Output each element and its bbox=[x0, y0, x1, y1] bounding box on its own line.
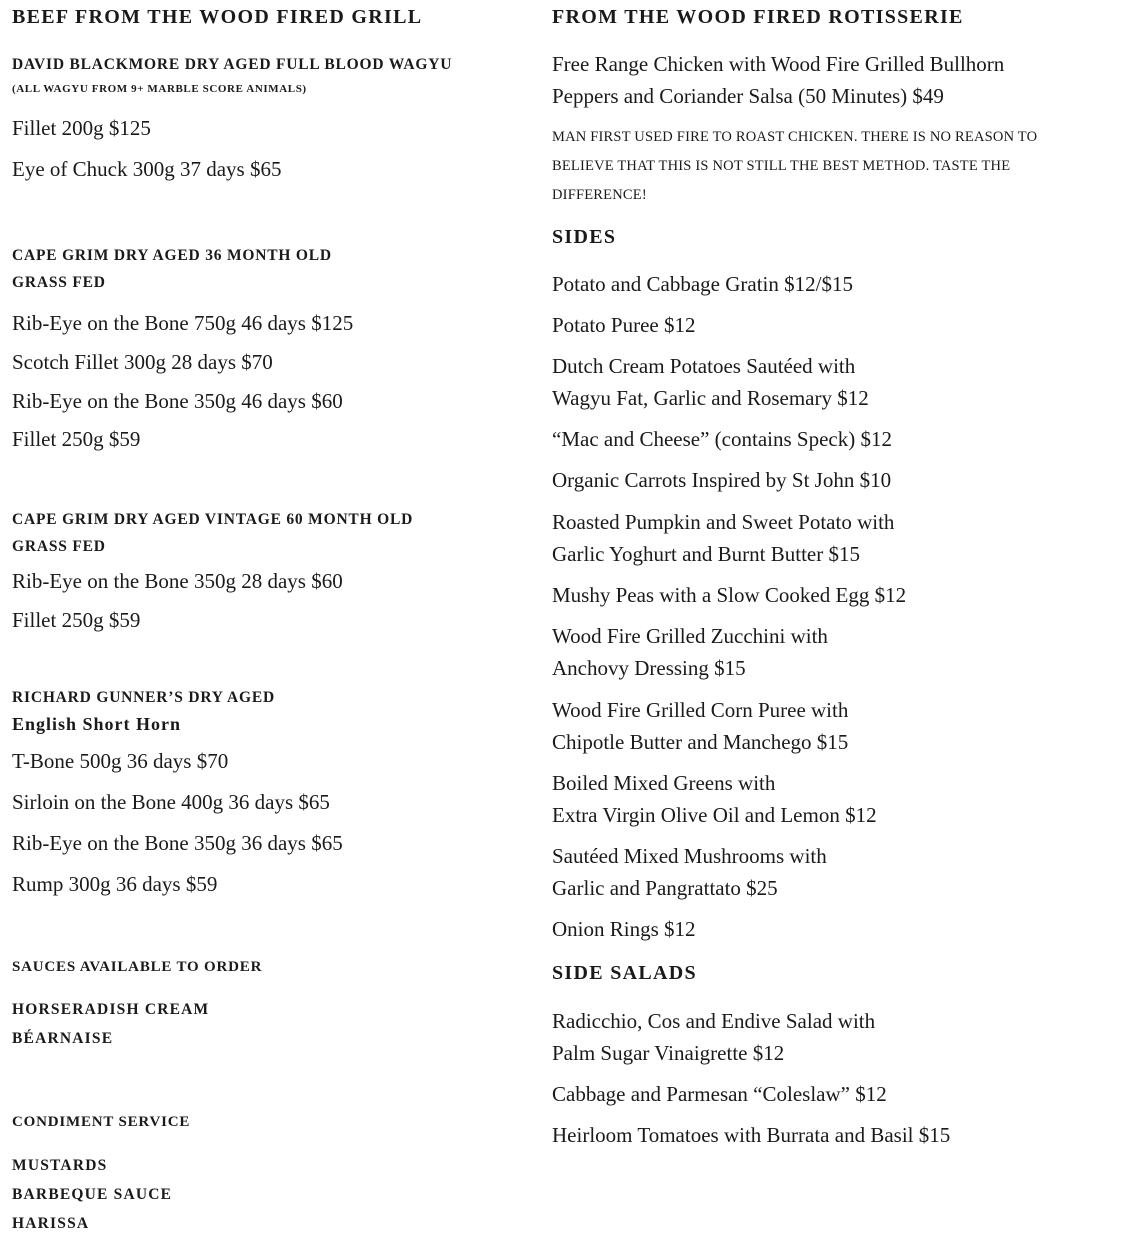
menu-item: Eye of Chuck 300g 37 days $65 bbox=[12, 157, 282, 181]
side-line: Wood Fire Grilled Zucchini with bbox=[552, 624, 828, 648]
side-item bbox=[552, 268, 853, 300]
cape60-heading: CAPE GRIM DRY AGED VINTAGE 60 MONTH OLD bbox=[12, 511, 414, 528]
salad-line: Cabbage and Parmesan “Coleslaw” $12 bbox=[552, 1082, 887, 1106]
side-line: Mushy Peas with a Slow Cooked Egg $12 bbox=[552, 583, 907, 607]
salad-line: Radicchio, Cos and Endive Salad with bbox=[552, 1009, 876, 1033]
side-item bbox=[552, 620, 828, 684]
side-salads-title: SIDE SALADS bbox=[552, 962, 697, 984]
sides-title: SIDES bbox=[552, 226, 617, 248]
side-line: “Mac and Cheese” (contains Speck) $12 bbox=[552, 427, 892, 451]
menu-item: Fillet 200g $125 bbox=[12, 116, 151, 140]
menu-item: Rib-Eye on the Bone 350g 36 days $65 bbox=[12, 831, 343, 855]
salad-item bbox=[552, 1078, 887, 1110]
wagyu-note: (ALL WAGYU FROM 9+ MARBLE SCORE ANIMALS) bbox=[12, 83, 307, 95]
salad-line: Palm Sugar Vinaigrette $12 bbox=[552, 1041, 785, 1065]
side-line: Wood Fire Grilled Corn Puree with bbox=[552, 698, 849, 722]
sauces-heading: SAUCES AVAILABLE TO ORDER bbox=[12, 959, 263, 975]
grill-section-title: BEEF FROM THE WOOD FIRED GRILL bbox=[12, 6, 423, 28]
side-item bbox=[552, 694, 848, 758]
side-line: Wagyu Fat, Garlic and Rosemary $12 bbox=[552, 386, 869, 410]
side-line: Boiled Mixed Greens with bbox=[552, 771, 776, 795]
note-line-2: BELIEVE THAT THIS IS NOT STILL THE BEST METHOD. TASTE THE bbox=[552, 158, 1011, 174]
condiment-item: MUSTARDS bbox=[12, 1157, 108, 1174]
side-item bbox=[552, 464, 891, 496]
side-item bbox=[552, 423, 892, 455]
chicken-line-2: Peppers and Coriander Salsa (50 Minutes) $49 bbox=[552, 84, 944, 108]
side-line: Garlic Yoghurt and Burnt Butter $15 bbox=[552, 542, 860, 566]
cape36-heading-2: GRASS FED bbox=[12, 274, 106, 291]
gunner-heading: RICHARD GUNNER’S DRY AGED bbox=[12, 689, 276, 706]
side-line: Onion Rings $12 bbox=[552, 917, 696, 941]
menu-item: Fillet 250g $59 bbox=[12, 427, 141, 451]
side-line: Potato Puree $12 bbox=[552, 313, 696, 337]
salad-item bbox=[552, 1119, 950, 1151]
rotisserie-section-title: FROM THE WOOD FIRED ROTISSERIE bbox=[552, 6, 964, 28]
sauce-item: HORSERADISH CREAM bbox=[12, 1001, 210, 1018]
menu-item: Scotch Fillet 300g 28 days $70 bbox=[12, 350, 273, 374]
menu-item: Fillet 250g $59 bbox=[12, 608, 141, 632]
chicken-item bbox=[552, 48, 1004, 112]
wagyu-heading: DAVID BLACKMORE DRY AGED FULL BLOOD WAGYU bbox=[12, 56, 453, 73]
side-line: Sautéed Mixed Mushrooms with bbox=[552, 844, 827, 868]
cape36-heading: CAPE GRIM DRY AGED 36 MONTH OLD bbox=[12, 247, 332, 264]
side-item bbox=[552, 840, 827, 904]
salad-line: Heirloom Tomatoes with Burrata and Basil $15 bbox=[552, 1123, 951, 1147]
salad-item bbox=[552, 1005, 875, 1069]
condiment-heading: CONDIMENT SERVICE bbox=[12, 1114, 191, 1130]
menu-item: Sirloin on the Bone 400g 36 days $65 bbox=[12, 790, 330, 814]
side-line: Potato and Cabbage Gratin $12/$15 bbox=[552, 272, 853, 296]
side-item bbox=[552, 506, 894, 570]
sauce-item: BÉARNAISE bbox=[12, 1030, 114, 1047]
side-item bbox=[552, 913, 696, 945]
menu-item: Rib-Eye on the Bone 350g 28 days $60 bbox=[12, 569, 343, 593]
menu-item: Rib-Eye on the Bone 750g 46 days $125 bbox=[12, 311, 354, 335]
side-line: Anchovy Dressing $15 bbox=[552, 656, 746, 680]
side-item bbox=[552, 309, 695, 341]
side-line: Organic Carrots Inspired by St John $10 bbox=[552, 468, 892, 492]
side-line: Dutch Cream Potatoes Sautéed with bbox=[552, 354, 856, 378]
note-line-1: MAN FIRST USED FIRE TO ROAST CHICKEN. THERE IS NO REASON TO bbox=[552, 129, 1038, 145]
condiment-item: HARISSA bbox=[12, 1215, 90, 1232]
cape60-heading-2: GRASS FED bbox=[12, 538, 106, 555]
menu-item: Rump 300g 36 days $59 bbox=[12, 872, 218, 896]
side-line: Chipotle Butter and Manchego $15 bbox=[552, 730, 849, 754]
side-line: Roasted Pumpkin and Sweet Potato with bbox=[552, 510, 895, 534]
chicken-line-1: Free Range Chicken with Wood Fire Grilled Bullhorn bbox=[552, 52, 1005, 76]
menu-item: Rib-Eye on the Bone 350g 46 days $60 bbox=[12, 389, 343, 413]
side-item bbox=[552, 579, 906, 611]
side-line: Garlic and Pangrattato $25 bbox=[552, 876, 778, 900]
condiment-item: BARBEQUE SAUCE bbox=[12, 1186, 173, 1203]
side-line: Extra Virgin Olive Oil and Lemon $12 bbox=[552, 803, 877, 827]
rotisserie-note bbox=[552, 123, 1037, 210]
side-item bbox=[552, 767, 877, 831]
menu-item: T-Bone 500g 36 days $70 bbox=[12, 749, 229, 773]
side-item bbox=[552, 350, 869, 414]
note-line-3: DIFFERENCE! bbox=[552, 187, 647, 203]
gunner-heading-2: English Short Horn bbox=[12, 714, 182, 734]
